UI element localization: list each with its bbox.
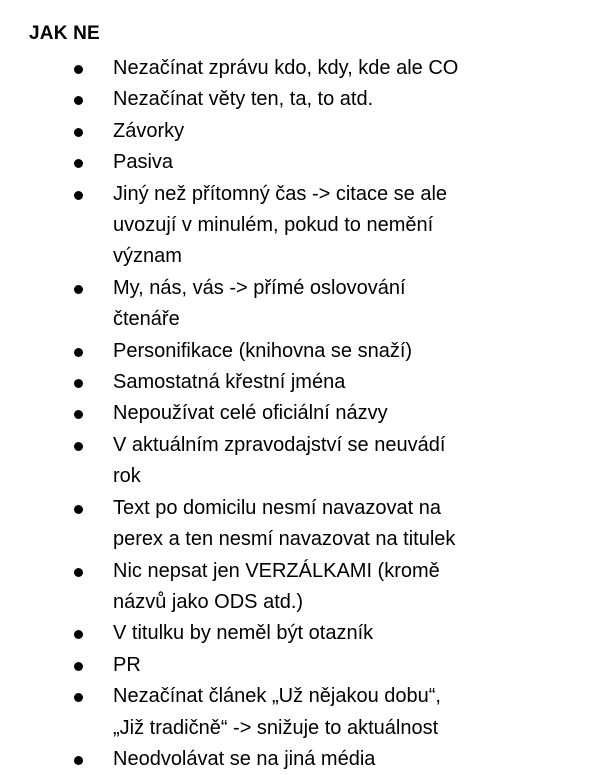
- list-item: [0, 116, 592, 147]
- page-heading: JAK NE: [29, 23, 100, 44]
- list-item-text-line: Nepoužívat celé oficiální názvy: [113, 402, 388, 425]
- bullet-icon: [74, 367, 84, 398]
- list-item: [0, 398, 592, 429]
- list-item-text-line: Text po domicilu nesmí navazovat na: [113, 496, 441, 519]
- bullet-icon: [74, 273, 84, 304]
- list-item-text-line: V aktuálním zpravodajství se neuvádí: [113, 433, 446, 456]
- list-item-text-line: V titulku by neměl být otazník: [113, 622, 374, 645]
- list-item-text-line: My, nás, vás -> přímé oslovování: [113, 276, 406, 299]
- list-item-text-line: PR: [113, 653, 141, 676]
- bullet-list: [0, 53, 592, 775]
- list-item: [0, 336, 592, 367]
- bullet-icon: [74, 618, 84, 649]
- list-item: [0, 430, 592, 493]
- list-item-text-line: Neodvolávat se na jiná média: [113, 747, 376, 770]
- list-item-text-line: „Již tradičně“ -> snižuje to aktuálnost: [113, 716, 439, 739]
- list-item-text-line: čtenáře: [113, 308, 180, 331]
- list-item: [0, 744, 592, 775]
- bullet-icon: [74, 179, 84, 210]
- list-item-text-line: Závorky: [113, 119, 185, 142]
- list-item: [0, 556, 592, 619]
- list-item-text-line: Nezačínat článek „Už nějakou dobu“,: [113, 685, 441, 708]
- list-item: [0, 147, 592, 178]
- list-item-text-line: Samostatná křestní jména: [113, 371, 346, 394]
- list-item-text-line: význam: [113, 245, 182, 268]
- bullet-icon: [74, 336, 84, 367]
- bullet-icon: [74, 650, 84, 681]
- list-item: [0, 84, 592, 115]
- list-item: [0, 179, 592, 273]
- list-item-text-line: Nic nepsat jen VERZÁLKAMI (kromě: [113, 559, 440, 582]
- list-item-text-line: názvů jako ODS atd.): [113, 590, 304, 613]
- list-item-text-line: perex a ten nesmí navazovat na titulek: [113, 528, 456, 551]
- bullet-icon: [74, 556, 84, 587]
- list-item: [0, 493, 592, 556]
- list-item: [0, 618, 592, 649]
- bullet-icon: [74, 493, 84, 524]
- bullet-icon: [74, 744, 84, 775]
- list-item-text-line: rok: [113, 465, 141, 488]
- list-item: [0, 681, 592, 744]
- list-item: [0, 273, 592, 336]
- list-item: [0, 650, 592, 681]
- list-item-text-line: uvozují v minulém, pokud to nemění: [113, 214, 434, 237]
- list-item: [0, 367, 592, 398]
- list-item: [0, 53, 592, 84]
- list-item-text-line: Jiný než přítomný čas -> citace se ale: [113, 182, 448, 205]
- bullet-icon: [74, 84, 84, 115]
- bullet-icon: [74, 430, 84, 461]
- bullet-icon: [74, 147, 84, 178]
- bullet-icon: [74, 53, 84, 84]
- list-item-text-line: Personifikace (knihovna se snaží): [113, 339, 413, 362]
- list-item-text-line: Nezačínat věty ten, ta, to atd.: [113, 88, 374, 111]
- list-item-text-line: Nezačínat zprávu kdo, kdy, kde ale CO: [113, 57, 459, 79]
- bullet-icon: [74, 681, 84, 712]
- list-item-text-line: Pasiva: [113, 151, 174, 174]
- bullet-icon: [74, 116, 84, 147]
- bullet-icon: [74, 398, 84, 429]
